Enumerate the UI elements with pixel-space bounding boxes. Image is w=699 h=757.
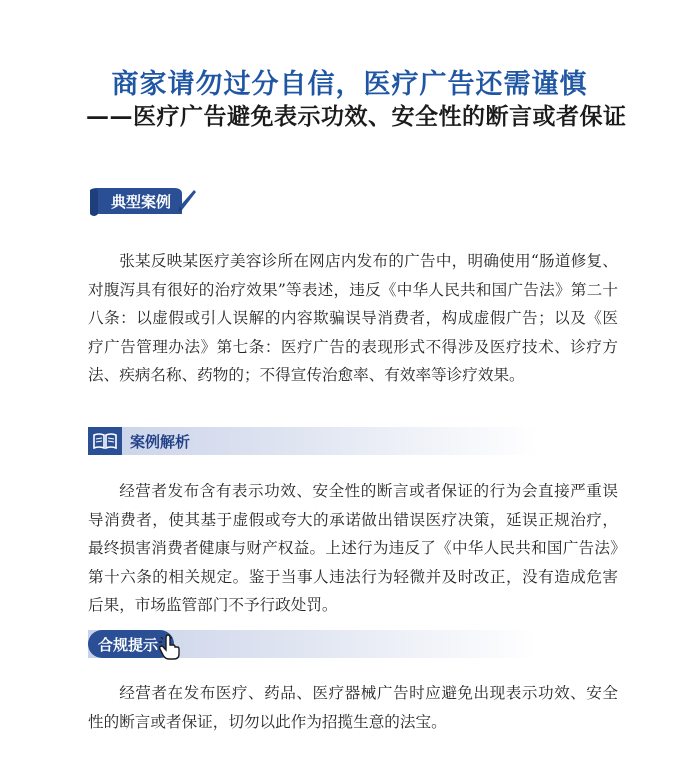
- analysis-paragraph: 经营者发布含有表示功效、安全性的断言或者保证的行为会直接严重误导消费者，使其基于虚假或夸大的承诺做出错误医疗决策，延误正规治疗，最终损害消费者健康与财产权益。上述行为违反了《中华人民共和国广告法》第十六条的相关规定。鉴于当事人违法行为轻微并及时改正，没有造成危害后果，市场监管部门不予行政处罚。: [88, 482, 618, 615]
- page-title: 商家请勿过分自信，医疗广告还需谨慎: [111, 69, 588, 100]
- open-book-icon: [88, 427, 122, 455]
- section-label-analysis: 案例解析: [130, 433, 191, 451]
- section-label-typical-case: 典型案例: [111, 193, 172, 211]
- typical-case-paragraph: 张某反映某医疗美容诊所在网店内发布的广告中，明确使用“肠道修复、对腹泻具有很好的治疗效果”等表述，违反《中华人民共和国广告法》第二十八条：以虚假或引人误解的内容欺骗误导消费者，构成虚假广告；以及《医疗广告管理办法》第七条：医疗广告的表现形式不得涉及医疗技术、诊疗方法、疾病名称、药物的；不得宣传治愈率、有效率等诊疗效果。: [88, 252, 618, 385]
- page-subtitle: ——医疗广告避免表示功效、安全性的断言或者保证: [86, 103, 627, 130]
- section-badge-typical-case: [88, 184, 196, 220]
- section-label-tips: 合规提示: [98, 636, 159, 654]
- section-header-tips: [88, 630, 538, 658]
- tips-paragraph: 经营者在发布医疗、药品、医疗器械广告时应避免出现表示功效、安全性的断言或者保证，切勿以此作为招揽生意的法宝。: [88, 684, 618, 731]
- section-header-analysis: [88, 427, 538, 455]
- hand-cursor-icon: [158, 634, 182, 660]
